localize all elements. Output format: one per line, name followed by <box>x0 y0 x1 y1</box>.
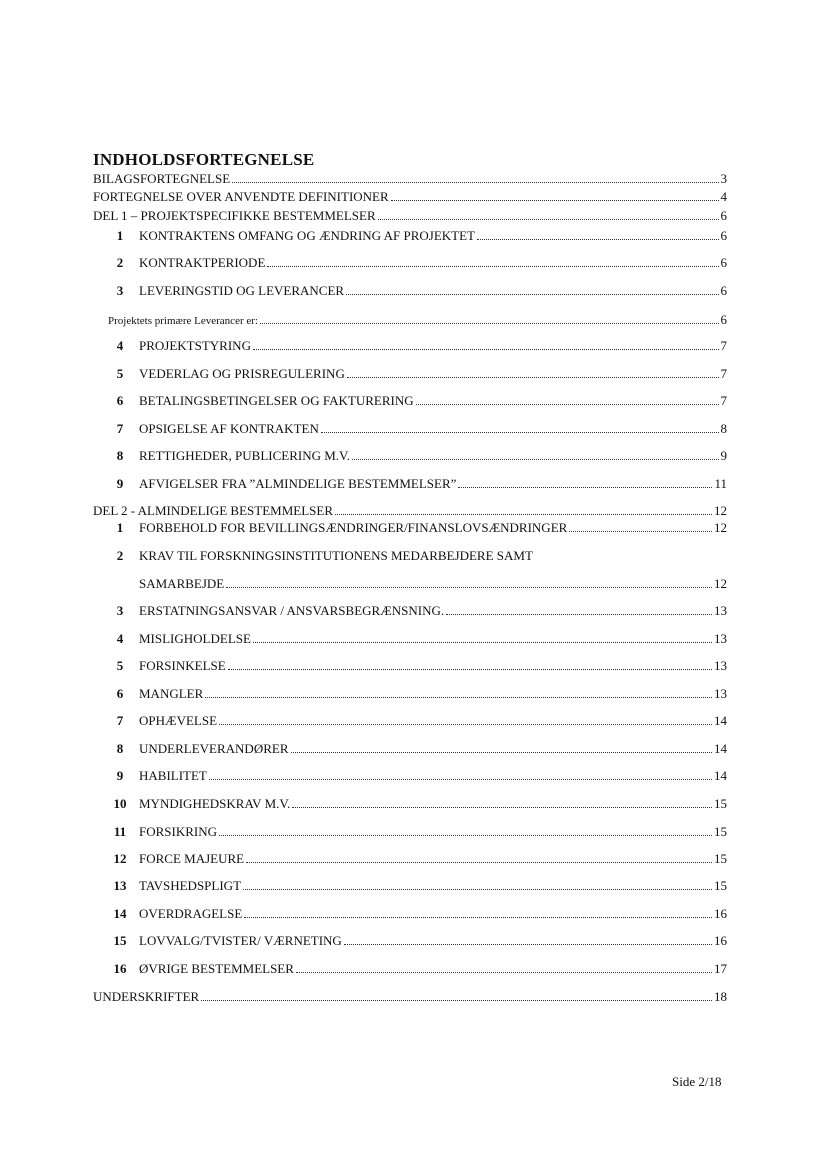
toc-entry-label: MANGLER <box>139 686 204 701</box>
toc-entry-number: 1 <box>116 520 124 535</box>
toc-entry[interactable] <box>116 421 727 436</box>
toc-leader-dots <box>347 368 719 378</box>
toc-entry-label: ERSTATNINGSANSVAR / ANSVARSBEGRÆNSNING. <box>139 603 445 618</box>
toc-entry-page: 14 <box>714 768 727 783</box>
toc-entry[interactable] <box>116 283 727 298</box>
toc-entry-label: LEVERINGSTID OG LEVERANCER <box>139 283 345 298</box>
toc-entry[interactable] <box>93 172 727 186</box>
toc-entry[interactable] <box>116 686 727 701</box>
toc-leader-dots <box>291 743 713 753</box>
toc-entry-number: 3 <box>116 603 124 618</box>
toc-leader-dots <box>569 522 712 532</box>
toc-entry-number: 4 <box>116 631 124 646</box>
page-number-footer: Side 2/18 <box>672 1074 722 1089</box>
toc-entry-number: 10 <box>113 796 127 811</box>
toc-entry[interactable] <box>116 255 727 270</box>
toc-entry[interactable] <box>116 393 727 408</box>
toc-entry-page: 6 <box>720 312 727 327</box>
toc-leader-dots <box>321 423 719 433</box>
toc-leader-dots <box>352 450 718 460</box>
toc-entry-page: 12 <box>714 503 727 518</box>
toc-entry-number: 6 <box>116 686 124 701</box>
toc-entry-label: DEL 1 – PROJEKTSPECIFIKKE BESTEMMELSER <box>93 208 376 223</box>
toc-entry-label: TAVSHEDSPLIGT <box>139 878 242 893</box>
toc-entry-label: KONTRAKTPERIODE <box>139 255 266 270</box>
toc-entry-number: 9 <box>116 476 124 491</box>
toc-leader-dots <box>232 173 718 183</box>
toc-entry-label: BILAGSFORTEGNELSE <box>93 171 231 186</box>
toc-entry-page: 13 <box>714 631 727 646</box>
toc-entry-label: ØVRIGE BESTEMMELSER <box>139 961 294 976</box>
toc-entry[interactable] <box>93 209 727 223</box>
toc-entry-number: 5 <box>116 658 124 673</box>
toc-entry-page: 6 <box>720 283 727 298</box>
toc-entry-label: VEDERLAG OG PRISREGULERING <box>139 366 345 381</box>
toc-entry-page: 13 <box>714 686 727 701</box>
toc-entry[interactable] <box>113 961 727 976</box>
toc-entry-label: FORSINKELSE <box>139 658 226 673</box>
toc-entry-label: AFVIGELSER FRA ”ALMINDELIGE BESTEMMELSER” <box>139 476 457 491</box>
toc-leader-dots <box>246 853 712 863</box>
toc-entry-label: KONTRAKTENS OMFANG OG ÆNDRING AF PROJEKTET <box>139 228 475 243</box>
toc-entry-label: UNDERLEVERANDØRER <box>139 741 289 756</box>
toc-leader-dots <box>244 908 712 918</box>
toc-entry-number: 2 <box>116 255 124 270</box>
toc-entry-page: 7 <box>720 366 727 381</box>
toc-leader-dots <box>253 633 712 643</box>
toc-leader-dots <box>219 826 712 836</box>
toc-entry-label: UNDERSKRIFTER <box>93 989 200 1004</box>
toc-entry[interactable] <box>139 577 727 591</box>
toc-entry[interactable] <box>116 366 727 381</box>
toc-entry-page: 15 <box>714 824 727 839</box>
toc-entry[interactable] <box>108 313 727 328</box>
toc-entry-label: OPHÆVELSE <box>139 713 218 728</box>
toc-entry-number: 2 <box>116 548 124 563</box>
toc-entry-label: OVERDRAGELSE <box>139 906 243 921</box>
toc-entry-page: 18 <box>714 989 727 1004</box>
toc-entry-number: 6 <box>116 393 124 408</box>
toc-entry-label: MISLIGHOLDELSE <box>139 631 251 646</box>
toc-entry[interactable] <box>113 933 727 948</box>
toc-entry-number: 8 <box>116 448 124 463</box>
toc-entry-page: 14 <box>714 741 727 756</box>
toc-leader-dots <box>296 963 712 973</box>
toc-entry-page: 8 <box>720 421 727 436</box>
toc-leader-dots <box>253 340 719 350</box>
toc-entry-number: 11 <box>113 824 127 839</box>
toc-entry[interactable] <box>116 658 727 673</box>
toc-entry-page: 12 <box>714 576 727 591</box>
toc-entry[interactable] <box>116 741 727 756</box>
toc-entry-number: 9 <box>116 768 124 783</box>
toc-leader-dots <box>446 605 712 615</box>
toc-entry[interactable] <box>116 338 727 353</box>
toc-entry-page: 15 <box>714 878 727 893</box>
toc-entry-page: 15 <box>714 851 727 866</box>
toc-entry[interactable] <box>93 190 727 204</box>
toc-entry[interactable] <box>93 504 727 518</box>
toc-entry[interactable] <box>116 476 727 491</box>
toc-entry-label: FORSIKRING <box>139 824 218 839</box>
toc-entry-label: KRAV TIL FORSKNINGSINSTITUTIONENS MEDARBEJDERE SAMT <box>139 548 533 563</box>
toc-entry-label: Projektets primære Leverancer er: <box>108 315 258 327</box>
toc-leader-dots <box>346 285 718 295</box>
toc-leader-dots <box>292 798 712 808</box>
toc-entry-number: 14 <box>113 906 127 921</box>
toc-entry-label: FORCE MAJEURE <box>139 851 245 866</box>
toc-entry[interactable] <box>93 990 727 1004</box>
toc-entry-label: FORBEHOLD FOR BEVILLINGSÆNDRINGER/FINANSLOVSÆNDRINGER <box>139 520 568 535</box>
toc-entry-page: 13 <box>714 658 727 673</box>
toc-leader-dots <box>209 770 712 780</box>
toc-leader-dots <box>416 395 719 405</box>
toc-entry[interactable] <box>113 824 727 839</box>
toc-entry-page: 4 <box>720 189 727 204</box>
toc-leader-dots <box>458 478 712 488</box>
toc-entry-label: OPSIGELSE AF KONTRAKTEN <box>139 421 319 436</box>
toc-leader-dots <box>243 880 712 890</box>
toc-entry-number: 4 <box>116 338 124 353</box>
toc-title: INDHOLDSFORTEGNELSE <box>93 150 315 169</box>
toc-entry[interactable] <box>113 796 727 811</box>
toc-entry-page: 9 <box>720 448 727 463</box>
toc-entry-heading-line[interactable] <box>116 548 533 563</box>
toc-entry-page: 17 <box>714 961 727 976</box>
toc-entry-page: 16 <box>714 906 727 921</box>
toc-entry[interactable] <box>113 878 727 893</box>
toc-entry-page: 14 <box>714 713 727 728</box>
toc-entry-number: 12 <box>113 851 127 866</box>
toc-entry-page: 6 <box>720 255 727 270</box>
toc-entry[interactable] <box>116 713 727 728</box>
toc-entry-page: 13 <box>714 603 727 618</box>
toc-entry[interactable] <box>113 906 727 921</box>
toc-entry-label: PROJEKTSTYRING <box>139 338 251 353</box>
toc-entry-label: LOVVALG/TVISTER/ VÆRNETING <box>139 933 342 948</box>
toc-entry[interactable] <box>116 520 727 535</box>
toc-entry[interactable] <box>116 603 727 618</box>
toc-entry-number: 1 <box>116 228 124 243</box>
toc-entry-page: 11 <box>714 476 727 491</box>
toc-entry-page: 7 <box>720 338 727 353</box>
toc-entry-page: 7 <box>720 393 727 408</box>
toc-entry-label-continued: SAMARBEJDE <box>139 576 225 591</box>
toc-entry-page: 6 <box>720 228 727 243</box>
toc-entry-number: 8 <box>116 741 124 756</box>
toc-entry-number: 13 <box>113 878 127 893</box>
toc-entry-label: RETTIGHEDER, PUBLICERING M.V. <box>139 448 351 463</box>
toc-entry-page: 15 <box>714 796 727 811</box>
toc-entry-number: 7 <box>116 421 124 436</box>
toc-leader-dots <box>201 991 712 1001</box>
toc-entry-label: MYNDIGHEDSKRAV M.V. <box>139 796 291 811</box>
toc-entry-number: 16 <box>113 961 127 976</box>
toc-leader-dots <box>226 578 712 588</box>
toc-entry[interactable] <box>116 768 727 783</box>
toc-entry-page: 3 <box>720 171 727 186</box>
toc-leader-dots <box>267 257 718 267</box>
toc-entry[interactable] <box>113 851 727 866</box>
toc-leader-dots <box>260 314 719 324</box>
toc-leader-dots <box>219 715 712 725</box>
toc-entry-number: 5 <box>116 366 124 381</box>
toc-leader-dots <box>228 660 712 670</box>
toc-entry-label: DEL 2 - ALMINDELIGE BESTEMMELSER <box>93 503 333 518</box>
toc-entry-number: 7 <box>116 713 124 728</box>
toc-leader-dots <box>335 505 712 515</box>
toc-leader-dots <box>391 191 719 201</box>
toc-leader-dots <box>378 210 719 220</box>
toc-entry[interactable] <box>116 448 727 463</box>
toc-entry[interactable] <box>116 631 727 646</box>
toc-entry-label: BETALINGSBETINGELSER OG FAKTURERING <box>139 393 414 408</box>
toc-leader-dots <box>205 688 712 698</box>
toc-entry-page: 12 <box>714 520 727 535</box>
toc-entry[interactable] <box>116 228 727 243</box>
toc-entry-label: FORTEGNELSE OVER ANVENDTE DEFINITIONER <box>93 189 389 204</box>
toc-entry-number: 3 <box>116 283 124 298</box>
toc-leader-dots <box>477 230 719 240</box>
toc-entry-page: 6 <box>720 208 727 223</box>
toc-entry-label: HABILITET <box>139 768 207 783</box>
toc-entry-number: 15 <box>113 933 127 948</box>
toc-leader-dots <box>344 935 712 945</box>
toc-entry-page: 16 <box>714 933 727 948</box>
